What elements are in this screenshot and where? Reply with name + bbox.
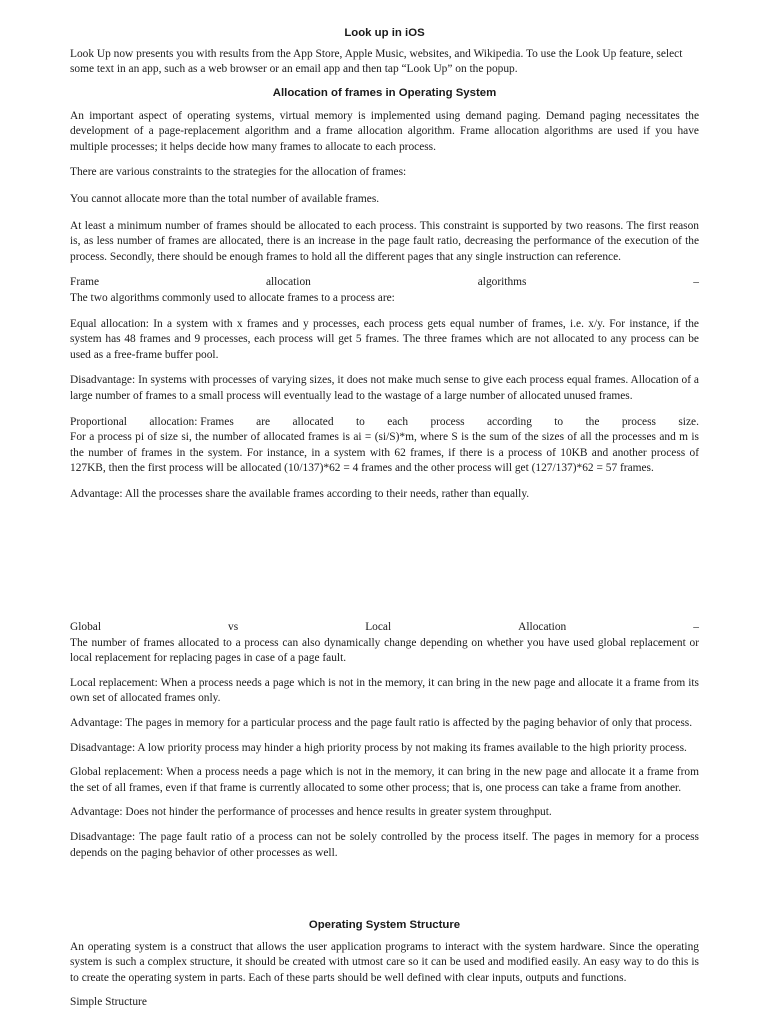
proportional-paragraph: For a process pi of size si, the number of allocated frames is ai = (si/S)*m, where S is the sum of the sizes of all the processes and m is the number of frames in the system. For instance, in a system with 62 frames, if there is a process of 10KB and another process of 127KB, then the first process will be allocated (10/137)*62 = 4 frames and the other process will get (127/137)*62 = 57 frames. — [70, 431, 699, 475]
heading-dash: – — [693, 621, 699, 633]
local-disadvantage-paragraph: Disadvantage: A low priority process may hinder a high priority process by not making its frames available to the high priority process. — [70, 741, 687, 754]
frames-section — [70, 86, 699, 502]
global-local-paragraph-1: The number of frames allocated to a process can also dynamically change depending on whether you have used global replacement or local replacement for replacing pages in case of a page fault. — [70, 636, 699, 665]
proportional-heading-line — [70, 415, 699, 431]
heading-word: are — [256, 415, 271, 428]
global-local-section — [70, 620, 699, 861]
frames-paragraph-2: There are various constraints to the strategies for the allocation of frames: — [70, 166, 407, 179]
local-advantage-paragraph: Advantage: The pages in memory for a particular process and the page fault ratio is affected by the paging behavior of only that process. — [70, 716, 693, 729]
lookup-section — [70, 26, 699, 78]
frames-paragraph-4: At least a minimum number of frames should be allocated to each process. This constraint is supported by two reasons. The first reason is, as less number of frames are allocated, there is an increase in the page fault ratio, decreasing the performance of the execution of the process. Secondly, there should be enough frames to hold all the different pages that any single instruction can reference. — [70, 219, 699, 263]
frames-paragraph-5: The two algorithms commonly used to allocate frames to a process are: — [70, 291, 395, 304]
heading-word: algorithms — [477, 276, 527, 289]
heading-dash: – — [693, 276, 699, 289]
section-title-lookup: Look up in iOS — [344, 27, 425, 39]
heading-word: Local — [365, 621, 392, 633]
heading-word: allocation: Frames — [149, 415, 234, 428]
section-title-frames: Allocation of frames in Operating System — [272, 87, 497, 99]
heading-word: Allocation — [518, 621, 567, 633]
section-title-os-structure: Operating System Structure — [308, 919, 461, 931]
heading-word: process — [430, 415, 465, 428]
heading-word: Global — [70, 621, 102, 633]
heading-word: process — [621, 415, 656, 428]
heading-word: vs — [228, 621, 239, 633]
simple-structure-label: Simple Structure — [70, 996, 147, 1009]
local-replacement-paragraph: Local replacement: When a process needs a page which is not in the memory, it can bring in the new page and allocate it a frame from its own set of allocated frames only. — [70, 676, 699, 705]
heading-word: to — [355, 415, 365, 428]
heading-word: size. — [678, 415, 699, 428]
global-replacement-paragraph: Global replacement: When a process needs a page which is not in the memory, it can bring in the new page and allocate it a frame from the set of all frames, even if that frame is currently allocated to some other process; that is, one process can take a frame from another. — [70, 766, 699, 794]
heading-word: the — [585, 415, 600, 428]
frames-paragraph-3: You cannot allocate more than the total number of available frames. — [70, 192, 380, 205]
global-advantage-paragraph: Advantage: Does not hinder the performance of processes and hence results in greater system throughput. — [70, 806, 552, 819]
heading-word: Proportional — [70, 415, 127, 428]
os-structure-section — [70, 918, 699, 1011]
heading-word: allocation — [265, 276, 311, 289]
global-local-heading-line — [70, 620, 699, 636]
heading-word: according — [486, 415, 532, 428]
global-disadvantage-paragraph: Disadvantage: The page fault ratio of a process can not be solely controlled by the process itself. The pages in memory for a process depends on the paging behavior of other processes as well. — [70, 830, 699, 859]
heading-word: each — [387, 415, 409, 428]
os-structure-paragraph: An operating system is a construct that allows the user application programs to interact with the system hardware. Since the operating system is such a complex structure, it should be created with utmost care so it can be used and modified easily. An easy way to do this is to create the operating system in parts. Each of these parts should be well defined with clear inputs, outputs and functions. — [70, 940, 699, 984]
heading-word: allocated — [292, 415, 334, 428]
equal-allocation-paragraph: Equal allocation: In a system with x frames and y processes, each process gets equal number of frames, i.e. x/y. For instance, if the system has 48 frames and 9 processes, each process will get 5 frames. The three frames which are not allocated to any process can be used as a free-frame buffer pool. — [70, 317, 699, 361]
proportional-advantage-paragraph: Advantage: All the processes share the available frames according to their needs, rather than equally. — [70, 487, 530, 500]
frames-paragraph-1: An important aspect of operating systems, virtual memory is implemented using demand paging. Demand paging necessitates the development of a page-replacement algorithm and a frame allocation algorithm. Frame allocation algorithms are used if you have multiple processes; it helps decide how many frames to allocate to each process. — [70, 109, 699, 153]
equal-disadvantage-paragraph: Disadvantage: In systems with processes of varying sizes, it does not make much sense to give each process equal frames. Allocation of a large number of frames to a small process will eventually lead to the wastage of a large number of allocated unused frames. — [70, 374, 699, 402]
algorithms-heading-line — [70, 275, 699, 291]
heading-word: to — [554, 415, 564, 428]
heading-word: Frame — [70, 276, 100, 289]
lookup-paragraph: Look Up now presents you with results from the App Store, Apple Music, websites, and Wikipedia. To use the Look Up feature, select some text in an app, such as a web browser or an email app and then tap “Look Up” on the popup. — [70, 47, 683, 76]
